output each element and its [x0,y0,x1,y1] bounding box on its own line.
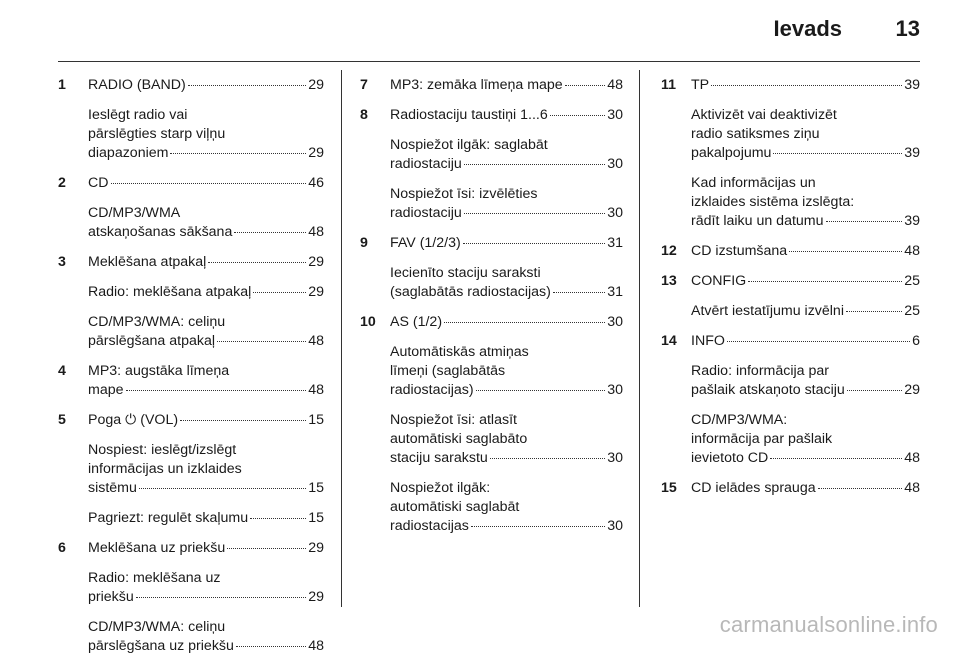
leader-dots [464,164,605,165]
entry-text: MP3: augstāka līmeņa [88,363,230,379]
entry-line [390,498,623,517]
entry-line [691,125,920,144]
entry-line [88,569,324,588]
watermark: carmanualsonline.info [719,612,938,637]
entry-line [88,332,324,351]
page-reference: 29 [308,540,324,556]
entry-text: FAV (1/2/3) [390,235,461,251]
entry-line [88,479,324,498]
entry-text: Meklēšana atpakaļ [88,254,207,270]
entry-number: 15 [661,480,677,496]
page-header [0,0,960,62]
entry-number: 1 [58,77,66,93]
leader-dots [770,458,902,459]
entry-text: ievietoto CD [691,450,769,466]
entry-line [691,302,920,321]
entry-text: Nospiest: ieslēgt/izslēgt [88,442,237,458]
entry-line [390,313,623,332]
index-entry [661,332,920,468]
leader-dots [126,390,307,391]
entry-line [88,460,324,479]
entry-text: līmeņi (saglabātās [390,363,506,379]
index-entry [661,76,920,231]
entry-number: 10 [360,314,376,330]
entry-line [390,106,623,125]
index-entry [360,106,623,223]
section-title: Ievads [773,16,842,41]
page-reference: 39 [904,145,920,161]
entry-line [390,449,623,468]
entry-line [88,223,324,242]
entry-text: Kad informācijas un [691,175,816,191]
entry-line [88,144,324,163]
entry-number: 9 [360,235,368,251]
entry-line [88,539,324,558]
header-divider [58,61,920,62]
page-reference: 31 [607,235,623,251]
entry-text: Nospiežot ilgāk: [390,480,491,496]
entry-number: 3 [58,254,66,270]
entry-text: CD/MP3/WMA: celiņu [88,314,226,330]
entry-text: CD ielādes sprauga [691,480,816,496]
leader-dots [217,341,306,342]
entry-line [88,509,324,528]
page-reference: 15 [308,480,324,496]
entry-text: rādīt laiku un datumu [691,213,824,229]
page-number: 13 [895,16,920,41]
entry-line [88,125,324,144]
entry-text: pārslēgšana uz priekšu [88,638,234,654]
entry-text: Radio: meklēšana atpakaļ [88,284,252,300]
entry-line [88,637,324,656]
page-reference: 30 [607,107,623,123]
entry-line [691,411,920,430]
entry-text: informācijas un izklaides [88,461,242,477]
index-entry [58,411,324,528]
index-entry [58,539,324,656]
page-reference: 29 [308,145,324,161]
entry-text: CONFIG [691,273,747,289]
entry-text: sistēmu [88,480,137,496]
index-column-3 [661,76,920,606]
entry-text: pārslēgšana atpakaļ [88,333,215,349]
entry-line [390,204,623,223]
entry-text: Radio: meklēšana uz [88,570,221,586]
entry-text: Nospiežot īsi: atlasīt [390,412,517,428]
page-reference: 30 [607,314,623,330]
entry-line [88,381,324,400]
page-reference: 48 [308,638,324,654]
entry-line [390,411,623,430]
leader-dots [250,518,306,519]
page-reference: 25 [904,303,920,319]
entry-text: AS (1/2) [390,314,443,330]
leader-dots [234,232,306,233]
entry-line [691,174,920,193]
entry-text: CD [88,175,109,191]
entry-text: atskaņošanas sākšana [88,224,233,240]
entry-text: MP3: zemāka līmeņa mape [390,77,563,93]
column-divider-1 [341,70,342,607]
leader-dots [789,251,902,252]
page-reference: 29 [904,382,920,398]
leader-dots [711,85,902,86]
entry-line [390,517,623,536]
index-entry [58,362,324,400]
entry-text: Radiostaciju taustiņi 1...6 [390,107,548,123]
entry-line [88,588,324,607]
leader-dots [476,390,606,391]
entry-text: automātiski saglabāt [390,499,520,515]
leader-dots [139,488,306,489]
entry-number: 14 [661,333,677,349]
entry-line [88,411,324,430]
leader-dots [253,292,306,293]
entry-text: Radio: informācija par [691,363,829,379]
page-reference: 48 [308,224,324,240]
leader-dots [550,115,605,116]
entry-text: radiostaciju [390,205,462,221]
entry-text: TP [691,77,710,93]
index-entry [661,242,920,261]
leader-dots [227,548,306,549]
leader-dots [773,153,902,154]
entry-text: Nospiežot ilgāk: saglabāt [390,137,548,153]
index-column-2 [360,76,623,606]
entry-line [390,264,623,283]
page-reference: 30 [607,450,623,466]
entry-text: CD/MP3/WMA [88,205,181,221]
entry-line [691,479,920,498]
page-reference: 30 [607,518,623,534]
entry-line [88,174,324,193]
entry-text: automātiski saglabāto [390,431,528,447]
entry-line [691,144,920,163]
page-reference: 29 [308,589,324,605]
entry-number: 2 [58,175,66,191]
index-entry [661,272,920,321]
index-entry [58,174,324,242]
entry-line [390,343,623,362]
page-reference: 30 [607,156,623,172]
entry-line [88,106,324,125]
index-entry [58,76,324,163]
entry-text: CD izstumšana [691,243,788,259]
page-reference: 15 [308,412,324,428]
entry-text: izklaides sistēma izslēgta: [691,194,855,210]
index-entry [360,313,623,536]
entry-text: Iecienīto staciju saraksti [390,265,541,281]
leader-dots [846,311,902,312]
entry-text: (saglabātās radiostacijas) [390,284,551,300]
entry-line [691,242,920,261]
leader-dots [236,646,306,647]
leader-dots [188,85,306,86]
entry-line [88,76,324,95]
page-reference: 25 [904,273,920,289]
entry-text: Poga ⏻ (VOL) [88,412,179,428]
leader-dots [170,153,306,154]
entry-line [691,106,920,125]
entry-text: radio satiksmes ziņu [691,126,820,142]
index-entry [58,253,324,351]
page-reference: 48 [904,450,920,466]
entry-text: CD/MP3/WMA: [691,412,788,428]
page-reference: 29 [308,254,324,270]
column-divider-2 [639,70,640,607]
entry-line [390,155,623,174]
entry-line [390,136,623,155]
entry-text: Automātiskās atmiņas [390,344,529,360]
page-reference: 6 [912,333,920,349]
entry-text: radiostaciju [390,156,462,172]
leader-dots [847,390,902,391]
entry-line [390,362,623,381]
entry-number: 11 [661,77,676,93]
page-reference: 48 [607,77,623,93]
entry-line [390,283,623,302]
entry-text: RADIO (BAND) [88,77,186,93]
entry-line [691,332,920,351]
page-reference: 46 [308,175,324,191]
leader-dots [208,262,306,263]
entry-line [691,449,920,468]
entry-text: mape [88,382,124,398]
page-reference: 31 [607,284,623,300]
index-column-1 [58,76,324,654]
entry-number: 5 [58,412,66,428]
entry-number: 6 [58,540,66,556]
index-entry [360,76,623,95]
leader-dots [180,420,306,421]
index-entry [360,234,623,302]
page-reference: 48 [308,333,324,349]
entry-text: Pagriezt: regulēt skaļumu [88,510,249,526]
entry-line [691,76,920,95]
leader-dots [463,243,606,244]
entry-line [88,204,324,223]
entry-line [691,272,920,291]
entry-number: 12 [661,243,677,259]
page-reference: 15 [308,510,324,526]
index-entry [661,479,920,498]
entry-line [88,253,324,272]
entry-number: 13 [661,273,677,289]
entry-text: Nospiežot īsi: izvēlēties [390,186,538,202]
entry-text: Aktivizēt vai deaktivizēt [691,107,837,123]
entry-line [390,479,623,498]
page-reference: 30 [607,205,623,221]
entry-line [390,381,623,400]
entry-line [88,313,324,332]
entry-text: Atvērt iestatījumu izvēlni [691,303,844,319]
entry-line [691,381,920,400]
page-reference: 29 [308,77,324,93]
leader-dots [553,292,605,293]
entry-line [88,283,324,302]
entry-text: staciju sarakstu [390,450,488,466]
entry-text: priekšu [88,589,134,605]
entry-line [390,185,623,204]
entry-text: Meklēšana uz priekšu [88,540,226,556]
leader-dots [464,213,605,214]
leader-dots [826,221,903,222]
entry-line [390,76,623,95]
entry-line [691,362,920,381]
entry-text: pārslēgties starp viļņu [88,126,226,142]
leader-dots [490,458,605,459]
page-reference: 48 [904,243,920,259]
entry-text: pašlaik atskaņoto staciju [691,382,845,398]
page-reference: 48 [308,382,324,398]
leader-dots [471,526,605,527]
entry-line [88,441,324,460]
leader-dots [136,597,306,598]
leader-dots [818,488,903,489]
leader-dots [748,281,902,282]
leader-dots [727,341,910,342]
entry-text: diapazoniem [88,145,169,161]
leader-dots [565,85,606,86]
leader-dots [111,183,307,184]
entry-line [691,212,920,231]
entry-line [691,430,920,449]
entry-line [390,430,623,449]
entry-line [88,362,324,381]
leader-dots [444,322,605,323]
entry-line [390,234,623,253]
entry-line [88,618,324,637]
entry-number: 4 [58,363,66,379]
entry-text: pakalpojumu [691,145,772,161]
entry-text: Ieslēgt radio vai [88,107,188,123]
page-reference: 39 [904,77,920,93]
entry-text: informācija par pašlaik [691,431,833,447]
page-reference: 29 [308,284,324,300]
entry-number: 8 [360,107,368,123]
entry-text: INFO [691,333,725,349]
entry-number: 7 [360,77,368,93]
entry-text: radiostacijas) [390,382,474,398]
page-reference: 30 [607,382,623,398]
entry-line [691,193,920,212]
entry-text: radiostacijas [390,518,469,534]
page-reference: 48 [904,480,920,496]
entry-text: CD/MP3/WMA: celiņu [88,619,226,635]
page-reference: 39 [904,213,920,229]
